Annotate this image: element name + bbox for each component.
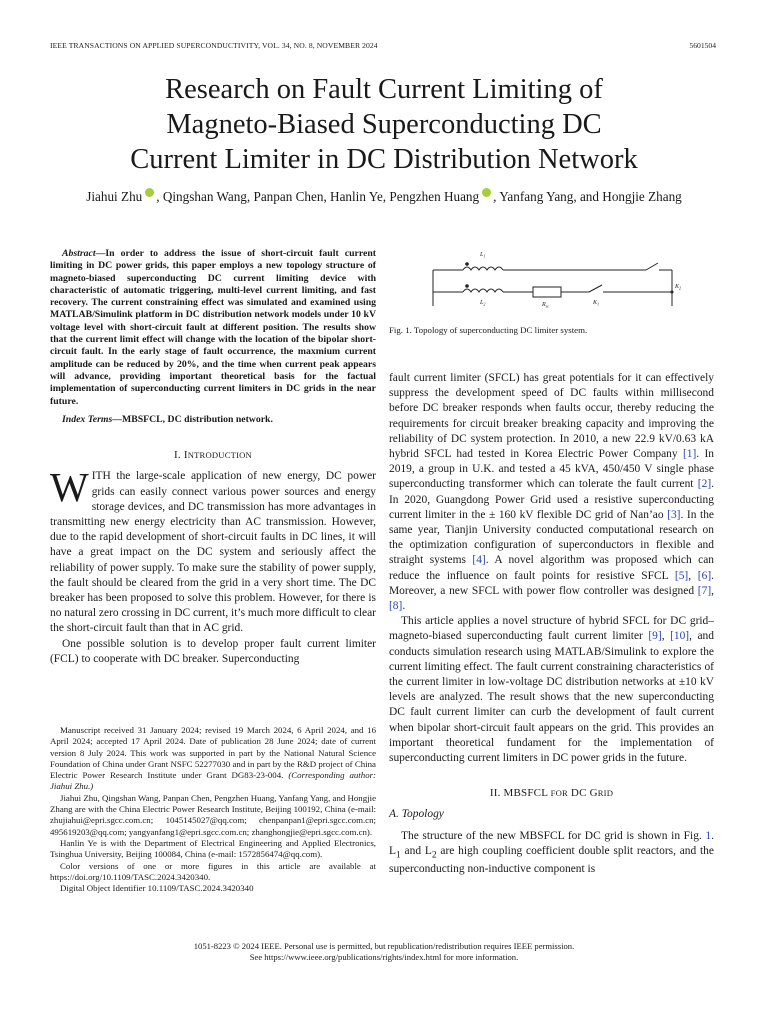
page-number: 5601504 — [689, 41, 716, 50]
citation-link[interactable]: [7] — [697, 584, 712, 597]
abstract — [50, 248, 376, 408]
index-terms — [50, 414, 376, 426]
intro-paragraph: One possible solution is to develop proper fault current limiter (FCL) to cooperate with DC breaker. Superconducting — [50, 637, 376, 665]
title-line: Research on Fault Current Limiting of — [165, 74, 603, 105]
footnote: Color versions of one or more figures in this article are available at https://doi.org/10.1109/TASC.2024.3420340. — [50, 860, 376, 882]
left-column — [50, 248, 376, 667]
footnote: Jiahui Zhu, Qingshan Wang, Panpan Chen, Pengzhen Huang, Yanfang Yang, and Hongjie Zhang are with the China Electric Power Research Institute, Beijing 100192, China (e-mail: zhujiahui@epri.sgcc.com.cn; 1045145027@qq.com; chenpanpan1@epri.sgcc.com.cn; 495619203@qq.com; yangyanfang1@epri.sgcc.com.cn; zhanghongjie@epri.sgcc.com.cn). — [50, 792, 376, 837]
body-paragraph: fault current limiter (SFCL) has great potentials for it can effectively suppress the development speed of DC faults within millisecond before DC breaker responds when faults occur, thereby reducing the requirements for circuit breaker breaking capacity and improving the reliability of DC system protection. In 2010, a new 22.9 kV/0.63 kA hybrid SFCL had tested in Korea Electric Power Company [1]. In 2019, a group in U.K. and tested a 45 kVA, 450/450 V single phase superconducting transformer which can tolerate the fault current [2]. In 2020, Guangdong Power Grid used a resistive superconducting current limiter in the ± 160 kV flexible DC grid of Nan’ao [3]. In the same year, Tianjin University conducted computational research on the optimization configuration of superconductors in flexible and straight systems [4]. A novel algorithm was proposed which can reduce the influence on fault points for resistive SFCL [5], [6]. Moreover, a new SFCL with power flow controller was designed [7], [8]. — [389, 372, 715, 613]
footnote-text: Manuscript received 31 January 2024; revised 19 March 2024, 6 April 2024, and 16 April 2024; accepted 17 April 2024. Date of publication 28 June 2024; date of current version 8 July 2024. This work was supported in part by the National Natural Science Foundation of China under Grant NSFC 52277030 and in part by the R&D project of China Electric Power Research Institute under Grant DG83-23-004. — [50, 725, 376, 781]
label-k1: $K_1$ — [593, 300, 600, 307]
subsection-heading: A. Topology — [389, 808, 444, 821]
citation-link[interactable]: [3] — [667, 508, 681, 521]
drop-cap: W — [50, 464, 89, 511]
title-line: Magneto-Biased Superconducting DC — [166, 109, 602, 140]
intro-paragraph — [50, 464, 376, 636]
author-names: , Qingshan Wang, Panpan Chen, Hanlin Ye, Pengzhen Huang — [156, 189, 480, 204]
running-head: IEEE TRANSACTIONS ON APPLIED SUPERCONDUCTIVITY, VOL. 34, NO. 8, NOVEMBER 2024 — [50, 41, 378, 50]
orcid-icon[interactable] — [482, 188, 491, 197]
index-terms-text: —MBSFCL, DC distribution network. — [112, 413, 273, 425]
copyright-notice — [0, 941, 768, 963]
body-paragraph: The structure of the new MBSFCL for DC grid is shown in Fig. 1. $L_1$ and $L_2$ are high coupling coefficient double split reactors, and the superconducting non-inductive component is — [389, 829, 714, 876]
abstract-label: Abstract — [62, 248, 96, 259]
label-l2: $L_2$ — [480, 300, 486, 307]
orcid-icon[interactable] — [145, 188, 154, 197]
author-name: Jiahui Zhu — [86, 189, 143, 204]
section-number: I. — [174, 449, 184, 462]
citation-link[interactable]: [4] — [472, 554, 486, 567]
corresponding-author: (Corresponding author: Jiahui Zhu.) — [50, 770, 376, 792]
copyright-line: 1051-8223 © 2024 IEEE. Personal use is permitted, but republication/redistribution requires IEEE permission. — [193, 941, 575, 951]
figure-caption: Fig. 1. Topology of superconducting DC limiter system. — [389, 325, 588, 335]
section-title-first: I — [183, 449, 188, 462]
right-column — [389, 371, 714, 878]
citation-link[interactable]: [9] — [648, 630, 662, 643]
intro-text: ITH the large-scale application of new energy, DC power grids can easily connect various power sources and energy storage devices, and DC transmission has more advantages in transmitting new energy electricity than AC transmission. However, due to the rapid development of short-circuit faults in DC lines, it will have a great impact on the DC system and seriously affect the reliability of power supply. To make sure the stability of power supply, the fault should be cleared from the grid in a very short time. The DC breaker has been proposed to solve this problem. However, for there is no natural zero crossing in DC current, it’s much more difficult to clear the short-circuit fault than that in AC grid. — [50, 470, 376, 635]
footnote — [50, 725, 376, 793]
circuit-diagram — [389, 246, 714, 316]
citation-link[interactable]: [6] — [697, 569, 712, 582]
label-k2: $K_2$ — [675, 284, 682, 291]
label-rsc: $R_{sc}$ — [542, 302, 550, 309]
section-title-rest: NTRODUCTION — [187, 450, 252, 461]
citation-link[interactable]: [1] — [682, 448, 697, 461]
citation-link[interactable]: [2] — [697, 478, 712, 491]
section-heading: II. MBSFCL FOR DC GRID — [489, 787, 614, 800]
copyright-line: See https://www.ieee.org/publications/rights/index.html for more information. — [249, 952, 519, 962]
footnotes — [50, 725, 376, 894]
citation-link[interactable]: [10] — [670, 630, 690, 643]
label-l1: $L_1$ — [480, 252, 486, 259]
title-line: Current Limiter in DC Distribution Network — [130, 144, 638, 175]
author-names: , Yanfang Yang, and Hongjie Zhang — [493, 189, 682, 204]
figure-link[interactable]: 1 — [705, 829, 712, 842]
section-heading — [50, 448, 376, 463]
index-terms-label: Index Terms — [62, 413, 113, 425]
abstract-text: —In order to address the issue of short-circuit fault current limiting in DC power grids, this paper employs a new topology structure of magneto-biased superconducting DC current limiting device with characteristic of automatic triggering, multi-level current limiting, and fast recovery. The current constraining effect was simulated and examined using MATLAB/Simulink platform in DC distribution network models under 10 kV voltage level with short-circuit fault at different position. The results show that the current limit effect will change with the location of the bipolar short-circuit fault. In the early stage of fault occurrence, the maxmium current amplitude can be reduced by 20%, and the time when current peak appears will advance, providing important theoretical basis for the factual implementation of superconducting current limiters in DC grids in the near future. — [50, 248, 376, 407]
figure-1 — [389, 246, 714, 335]
citation-link[interactable]: [8] — [389, 600, 403, 613]
footnote: Digital Object Identifier 10.1109/TASC.2024.3420340 — [60, 883, 254, 894]
footnote: Hanlin Ye is with the Department of Electrical Engineering and Applied Electronics, Tsinghua University, Beijing 100084, China (e-mail: 1572856474@qq.com). — [50, 837, 376, 860]
paper-title — [60, 72, 708, 177]
body-paragraph: This article applies a novel structure of hybrid SFCL for DC grid–magneto-biased superconducting fault current limiter [9], [10], and conducts simulation research using MATLAB/Simulink to explore the current limiting effect. The fault current constraining characteristics of the current limiter in low-voltage DC distribution networks at ±10 kV levels are analyzed. The result shows that the new superconducting DC fault current limiter can curb the development of fault current when bipolar short-circuit fault appears on the grid. This provides an important theoretical fundament for the implementation of superconducting current limiters in DC power grids in the future. — [389, 615, 714, 765]
citation-link[interactable]: [5] — [674, 569, 689, 582]
author-list — [40, 188, 728, 205]
